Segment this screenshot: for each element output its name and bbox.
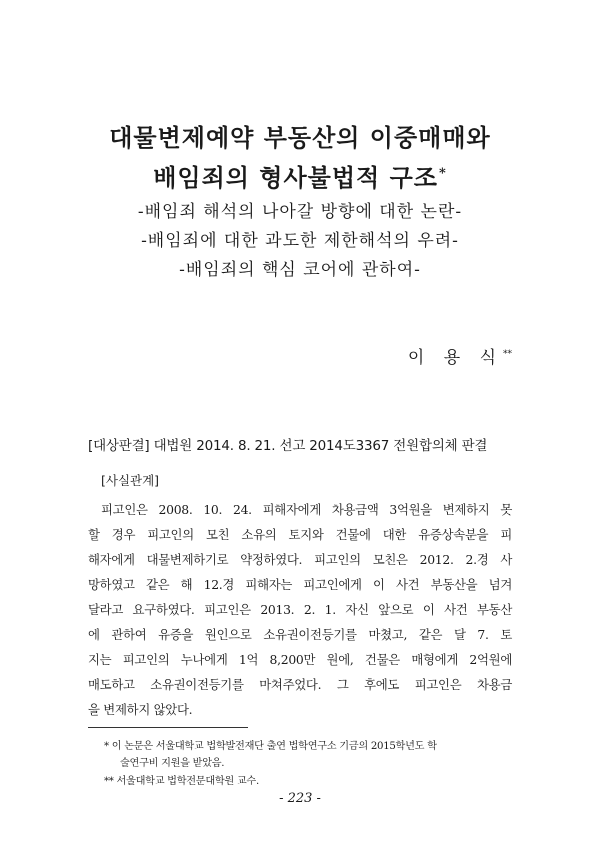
body-line: 달라고 요구하였다. 피고인은 2013. 2. 1. 자신 앞으로 이 사건 부동산 xyxy=(88,602,512,617)
subtitle-2: -배임죄에 대한 과도한 제한해석의 우려- xyxy=(141,231,459,251)
footnote-divider xyxy=(88,727,248,728)
author-footnote-mark: ** xyxy=(503,349,512,360)
body-line: 을 변제하지 않았다. xyxy=(88,702,193,717)
footnote-1: * 이 논문은 서울대학교 법학발전재단 출연 법학연구소 기금의 2015학년도 학 xyxy=(104,741,437,752)
subtitle-3: -배임죄의 핵심 코어에 관하여- xyxy=(179,260,421,280)
footnote-2: ** 서울대학교 법학전문대학원 교수. xyxy=(104,776,259,787)
section-heading-facts: [사실관계] xyxy=(101,473,160,488)
subtitle-1: -배임죄 해석의 나아갈 방향에 대한 논란- xyxy=(137,202,463,222)
page-number: - 223 - xyxy=(279,791,321,806)
body-line: 망하였고 같은 해 12.경 피해자는 피고인에게 이 사건 부동산을 넘겨 xyxy=(88,577,512,592)
body-line: 피고인은 2008. 10. 24. 피해자에게 차용금액 3억원을 변제하지 못 xyxy=(101,502,512,517)
case-reference: [대상판결] 대법원 2014. 8. 21. 선고 2014도3367 전원합의체 판결 xyxy=(88,438,488,454)
footnote-1-continued: 술연구비 지원을 받았음. xyxy=(120,758,225,769)
body-line: 매도하고 소유권이전등기를 마쳐주었다. 그 후에도 피고인은 차용금 xyxy=(88,677,512,692)
body-line: 지는 피고인의 누나에게 1억 8,200만 원에, 건물은 매형에게 2억원에 xyxy=(88,652,512,667)
author-name xyxy=(408,343,512,368)
title-footnote-mark: * xyxy=(438,166,447,181)
body-line: 할 경우 피고인의 모친 소유의 토지와 건물에 대한 유증상속분을 피 xyxy=(88,527,512,542)
author-name-text: 이 용 식 xyxy=(407,348,503,368)
body-line: 에 관하여 유증을 원인으로 소유권이전등기를 마쳤고, 같은 달 7. 토 xyxy=(88,627,512,642)
paper-title-line-2 xyxy=(0,158,600,193)
body-line: 해자에게 대물변제하기로 약정하였다. 피고인의 모친은 2012. 2.경 사 xyxy=(88,552,512,567)
paper-title-line-2-text: 배임죄의 형사불법적 구조 xyxy=(153,163,438,192)
paper-title-line-1: 대물변제예약 부동산의 이중매매와 xyxy=(109,123,491,152)
